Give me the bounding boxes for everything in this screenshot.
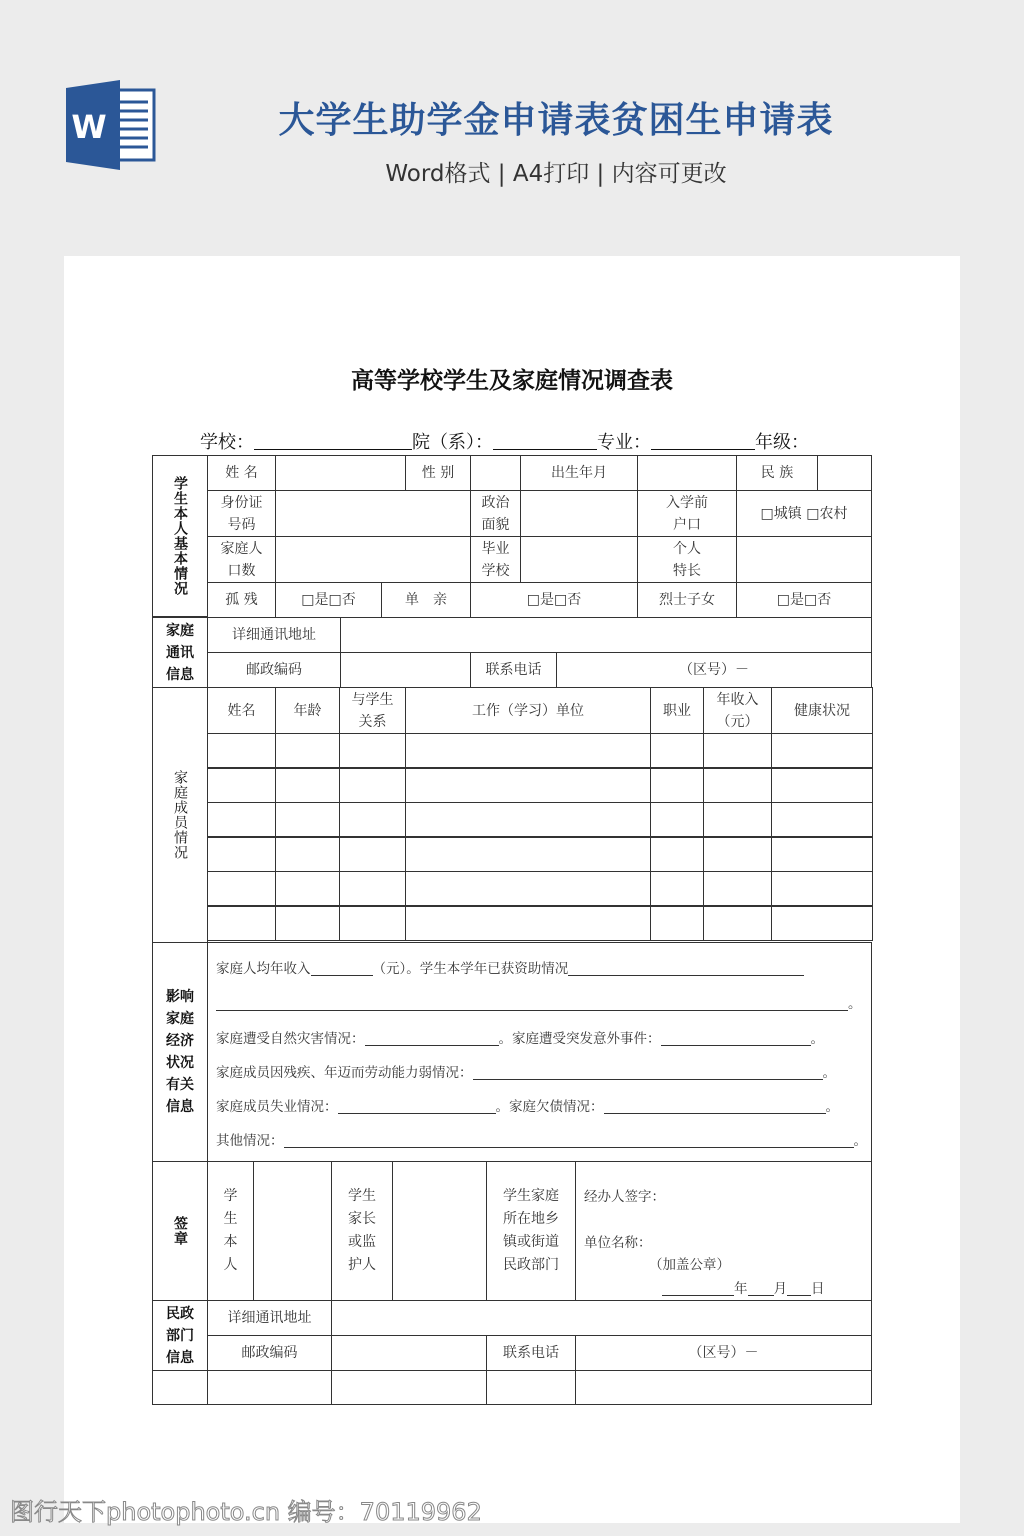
- empty-cell[interactable]: [331, 1370, 487, 1405]
- unit-name-label: 单位名称：: [584, 1235, 652, 1251]
- economic-line-1: 家庭人均年收入 （元）。学生本学年已获资助情况: [216, 957, 804, 977]
- ethnicity-field[interactable]: [817, 455, 872, 491]
- parent-signature-field[interactable]: [392, 1161, 487, 1301]
- aid-received-input[interactable]: [568, 961, 804, 976]
- banner-subtitle: Word格式 | A4打印 | 内容可更改: [385, 161, 727, 187]
- members-table-cell[interactable]: [703, 733, 772, 768]
- month-input[interactable]: [748, 1281, 774, 1296]
- members-table-cell[interactable]: [207, 906, 276, 941]
- members-table-cell[interactable]: [703, 871, 772, 906]
- members-table-cell[interactable]: [275, 733, 340, 768]
- members-table-cell[interactable]: [703, 768, 772, 803]
- income-per-capita-input[interactable]: [311, 961, 373, 976]
- seal-label: （加盖公章）: [649, 1257, 730, 1273]
- members-table-cell[interactable]: [405, 837, 651, 872]
- members-table-cell[interactable]: [207, 837, 276, 872]
- family-size-label: 家庭人 口数: [207, 536, 276, 583]
- members-table-cell[interactable]: [339, 733, 406, 768]
- specialty-label: 个人 特长: [637, 536, 737, 583]
- political-label: 政治 面貌: [470, 490, 521, 537]
- family-size-field[interactable]: [275, 536, 471, 583]
- date-line: 年 月 日: [662, 1277, 825, 1297]
- contact-phone-field[interactable]: （区号）－: [556, 652, 872, 688]
- economic-line-5: 家庭成员失业情况： 。家庭欠债情况： 。: [216, 1099, 839, 1115]
- student-signature-label: 学 生 本 人: [207, 1161, 254, 1301]
- civil-postal-label: 邮政编码: [207, 1335, 332, 1371]
- single-parent-label: 单 亲: [381, 582, 471, 618]
- members-table-cell[interactable]: [703, 837, 772, 872]
- contact-postal-label: 邮政编码: [207, 652, 341, 688]
- members-table-cell[interactable]: [207, 802, 276, 837]
- members-table-cell[interactable]: [339, 768, 406, 803]
- members-table-cell[interactable]: [405, 733, 651, 768]
- members-table-cell[interactable]: [703, 802, 772, 837]
- empty-cell[interactable]: [207, 1370, 332, 1405]
- members-table-cell[interactable]: [275, 802, 340, 837]
- members-table-cell[interactable]: [771, 733, 873, 768]
- members-table-cell[interactable]: [207, 733, 276, 768]
- year-input[interactable]: [662, 1281, 734, 1296]
- members-table-cell[interactable]: [650, 768, 704, 803]
- contact-section-header: 家庭 通讯 信息: [152, 617, 208, 688]
- political-field[interactable]: [520, 490, 638, 537]
- members-table-cell[interactable]: [771, 906, 873, 941]
- members-table-cell[interactable]: [703, 906, 772, 941]
- members-table-cell[interactable]: [650, 906, 704, 941]
- birth-field[interactable]: [637, 455, 737, 491]
- orphan-options[interactable]: □是□否: [275, 582, 382, 618]
- members-table-cell[interactable]: [771, 768, 873, 803]
- day-input[interactable]: [787, 1281, 811, 1296]
- members-column-header: 年龄: [275, 687, 340, 734]
- name-field[interactable]: [275, 455, 406, 491]
- natural-disaster-input[interactable]: [365, 1031, 499, 1046]
- accident-input[interactable]: [661, 1031, 811, 1046]
- martyr-options[interactable]: □是□否: [736, 582, 872, 618]
- id-label: 身份证 号码: [207, 490, 276, 537]
- debt-input[interactable]: [604, 1099, 826, 1114]
- civil-phone-field[interactable]: （区号）－: [575, 1335, 872, 1371]
- civil-section-header: 民政 部门 信息: [152, 1300, 208, 1371]
- members-column-header: 健康状况: [771, 687, 873, 734]
- contact-address-field[interactable]: [340, 617, 872, 653]
- members-table-cell[interactable]: [275, 871, 340, 906]
- empty-cell[interactable]: [575, 1370, 872, 1405]
- ethnicity-label: 民 族: [736, 455, 818, 491]
- banner: [0, 0, 1024, 256]
- single-parent-options[interactable]: □是□否: [470, 582, 638, 618]
- grade-label: 年级：: [755, 432, 809, 453]
- name-label: 姓 名: [207, 455, 276, 491]
- handler-signature-label: 经办人签字：: [584, 1189, 665, 1205]
- economic-line-6: 其他情况： 。: [216, 1133, 867, 1149]
- contact-address-label: 详细通讯地址: [207, 617, 341, 653]
- parent-signature-label: 学生 家长 或监 护人: [331, 1161, 393, 1301]
- economic-line-2: 。: [216, 992, 862, 1012]
- civil-address-field[interactable]: [331, 1300, 872, 1336]
- school-label: 学校：: [200, 432, 254, 453]
- unemployment-input[interactable]: [338, 1099, 496, 1114]
- members-table-cell[interactable]: [405, 871, 651, 906]
- members-table-cell[interactable]: [771, 837, 873, 872]
- members-table-cell[interactable]: [275, 768, 340, 803]
- members-table-cell[interactable]: [650, 837, 704, 872]
- members-column-header: 工作（学习）单位: [405, 687, 651, 734]
- martyr-label: 烈士子女: [637, 582, 737, 618]
- members-table-cell[interactable]: [275, 837, 340, 872]
- members-column-header: 职业: [650, 687, 704, 734]
- hukou-label: 入学前 户口: [637, 490, 737, 537]
- economic-line-3: 家庭遭受自然灾害情况： 。家庭遭受突发意外事件： 。: [216, 1031, 824, 1047]
- members-table-cell[interactable]: [405, 802, 651, 837]
- orphan-label: 孤 残: [207, 582, 276, 618]
- disability-input[interactable]: [473, 1065, 823, 1080]
- specialty-field[interactable]: [736, 536, 872, 583]
- economic-section-header: 影响 家庭 经济 状况 有关 信息: [152, 942, 208, 1162]
- student-signature-field[interactable]: [253, 1161, 332, 1301]
- survey-table: [64, 256, 960, 1523]
- other-info-input[interactable]: [284, 1133, 854, 1148]
- empty-cell: [152, 1370, 208, 1405]
- major-label: 专业：: [597, 432, 651, 453]
- members-table-cell[interactable]: [339, 871, 406, 906]
- members-table-cell[interactable]: [275, 906, 340, 941]
- members-column-header: 姓名: [207, 687, 276, 734]
- members-table-cell[interactable]: [405, 768, 651, 803]
- student-section-header: 学生本人基本情况: [152, 455, 208, 617]
- members-table-cell[interactable]: [405, 906, 651, 941]
- signature-section-header: 签章: [152, 1161, 208, 1301]
- document-page: [64, 256, 960, 1523]
- civil-address-label: 详细通讯地址: [207, 1300, 332, 1336]
- hukou-options[interactable]: □城镇 □农村: [736, 490, 872, 537]
- members-table-cell[interactable]: [339, 802, 406, 837]
- gender-label: 性 别: [405, 455, 471, 491]
- birth-label: 出生年月: [520, 455, 638, 491]
- civil-postal-field[interactable]: [331, 1335, 487, 1371]
- contact-postal-field[interactable]: [340, 652, 471, 688]
- members-table-cell[interactable]: [771, 802, 873, 837]
- civil-phone-label: 联系电话: [486, 1335, 576, 1371]
- svg-text:W: W: [71, 108, 107, 146]
- members-table-cell[interactable]: [207, 871, 276, 906]
- empty-cell[interactable]: [486, 1370, 576, 1405]
- watermark: 图行天下photophoto.cn 编号：70119962: [10, 1498, 482, 1526]
- members-section-header: 家庭成员情况: [152, 687, 208, 943]
- gender-field[interactable]: [470, 455, 521, 491]
- members-column-header: 与学生 关系: [339, 687, 406, 734]
- contact-phone-label: 联系电话: [470, 652, 557, 688]
- members-column-header: 年收入 （元）: [703, 687, 772, 734]
- members-table-cell[interactable]: [207, 768, 276, 803]
- word-document-icon: [64, 80, 158, 170]
- members-table-cell[interactable]: [650, 802, 704, 837]
- graduated-school-field[interactable]: [520, 536, 638, 583]
- id-field[interactable]: [275, 490, 471, 537]
- members-table-cell[interactable]: [650, 871, 704, 906]
- graduated-school-label: 毕业 学校: [470, 536, 521, 583]
- members-table-cell[interactable]: [650, 733, 704, 768]
- aid-received-continued-input[interactable]: [216, 996, 848, 1011]
- members-table-cell[interactable]: [339, 837, 406, 872]
- economic-line-4: 家庭成员因残疾、年迈而劳动能力弱情况： 。: [216, 1065, 836, 1081]
- college-label: 院（系）：: [412, 432, 493, 453]
- document-title: 高等学校学生及家庭情况调查表: [351, 368, 673, 394]
- civil-dept-label: 学生家庭 所在地乡 镇或街道 民政部门: [486, 1161, 576, 1301]
- members-table-cell[interactable]: [771, 871, 873, 906]
- members-table-cell[interactable]: [339, 906, 406, 941]
- banner-title: 大学生助学金申请表贫困生申请表: [278, 100, 834, 141]
